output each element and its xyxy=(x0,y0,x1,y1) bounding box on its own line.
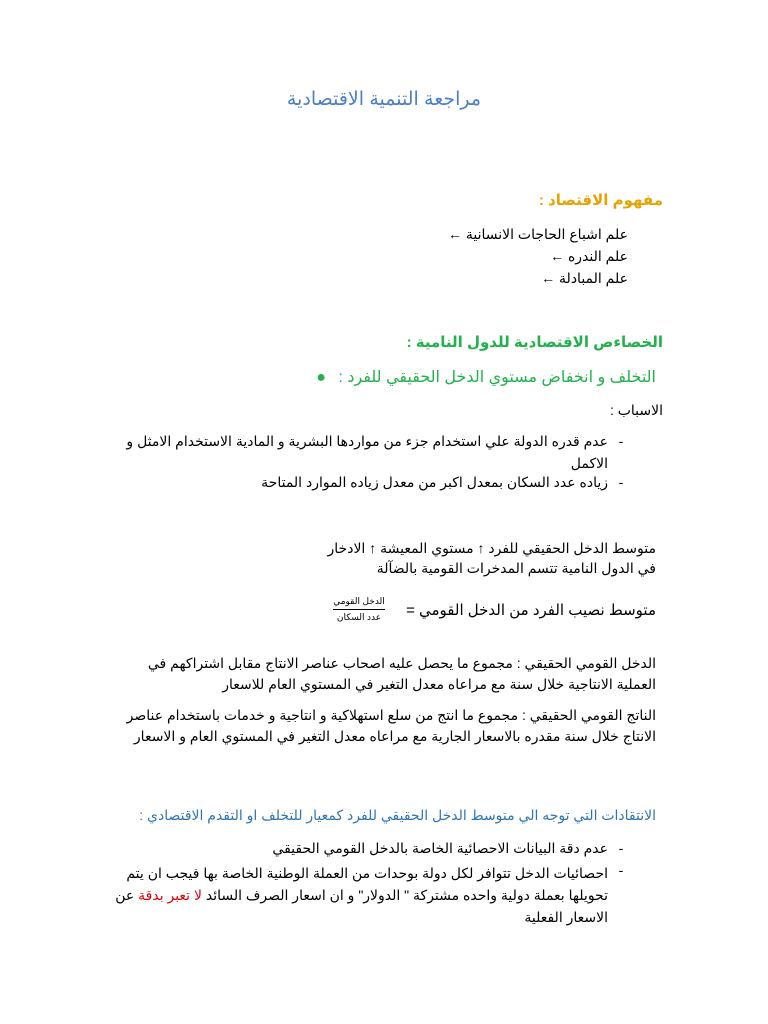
left-arrow-icon: ← xyxy=(447,226,462,242)
reason-item-1 xyxy=(108,430,628,474)
page-title: مراجعة التنمية الاقتصادية xyxy=(286,89,482,110)
reason-item-2 xyxy=(261,474,628,491)
dash-icon: - xyxy=(618,474,624,490)
dash-icon: - xyxy=(618,862,624,878)
bullet-dot-icon: ● xyxy=(316,369,326,386)
left-arrow-icon: ← xyxy=(541,270,556,286)
dash-icon: - xyxy=(618,840,624,856)
concept-item-label: علم الندره xyxy=(567,248,628,264)
criticism-text: عدم دقة البيانات الاحصائية الخاصة بالدخل القومي الحقيقي xyxy=(272,840,608,856)
dash-icon: - xyxy=(618,433,624,449)
criticism-text-part-2: عن الاسعار الفعلية xyxy=(115,887,608,925)
reason-text: زياده عدد السكان بمعدل اكبر من معدل زياده الموارد المتاحة xyxy=(261,474,608,490)
left-arrow-icon: ← xyxy=(550,248,565,264)
concept-item-3 xyxy=(541,270,628,287)
income-line-1: متوسط الدخل الحقيقي للفرد ↑ مستوي المعيشة ↑ الادخار xyxy=(327,540,656,556)
features-heading: الخصاءص الاقتصادية للدول النامية : xyxy=(406,334,663,351)
formula-numerator: الدخل القومي xyxy=(333,596,385,606)
criticism-item-2 xyxy=(113,862,628,928)
concept-item-label: علم اشباع الحاجات الانسانية xyxy=(465,226,628,242)
definition-national-income: الدخل القومي الحقيقي : مجموع ما يحصل عليه اصحاب عناصر الانتاج مقابل اشتراكهم في العملية الانتاجية خلال سنة مع مراعاه معدل التغير في المستوي العام للاسعار xyxy=(147,655,656,692)
income-line-2: في الدول النامية تتسم المدخرات القومية بالضآلة xyxy=(376,560,656,576)
concept-item-label: علم المبادلة xyxy=(559,270,628,286)
criticism-text xyxy=(113,862,608,928)
formula-denominator: عدد السكان xyxy=(336,612,382,622)
reason-text: عدم قدره الدولة علي استخدام جزء من مواردها البشرية و المادية الاستخدام الامثل و الاكمل xyxy=(126,433,608,471)
criticism-heading: الانتقادات التي توجه الي متوسط الدخل الحقيقي للفرد كمعيار للتخلف او التقدم الاقتصادي : xyxy=(139,807,656,823)
reasons-label: الاسباب : xyxy=(609,402,663,418)
criticism-item-1 xyxy=(272,840,628,857)
formula-fraction xyxy=(333,596,385,623)
concept-item-1 xyxy=(448,226,628,243)
fraction-line xyxy=(333,609,385,610)
criticism-text-part-1: احصائيات الدخل تتوافر لكل دولة بوحدات من العملة الوطنية الخاصة بها فيجب ان يتم تحويلها بعملة دولية واحده مشتركة " الدولار" و ان اسعار الصرف السائد xyxy=(126,865,608,903)
criticism-emphasis: لا تعبر بدقة xyxy=(138,887,202,903)
formula-label: متوسط نصيب الفرد من الدخل القومي = xyxy=(406,602,656,619)
features-bullet-item xyxy=(316,367,656,387)
concept-heading: مفهوم الاقتصاد : xyxy=(538,192,663,209)
concept-item-2 xyxy=(550,248,628,265)
definition-national-product: الناتج القومي الحقيقي : مجموع ما انتج من سلع استهلاكية و انتاجية و خدمات باستخدام عناصر الانتاج خلال سنة مقدره بالاسعار الجارية مع مراعاه معدل التغير في المستوي العام و الاسعار xyxy=(126,707,656,744)
features-bullet-text: التخلف و انخفاض مستوي الدخل الحقيقي للفرد : xyxy=(338,369,656,386)
